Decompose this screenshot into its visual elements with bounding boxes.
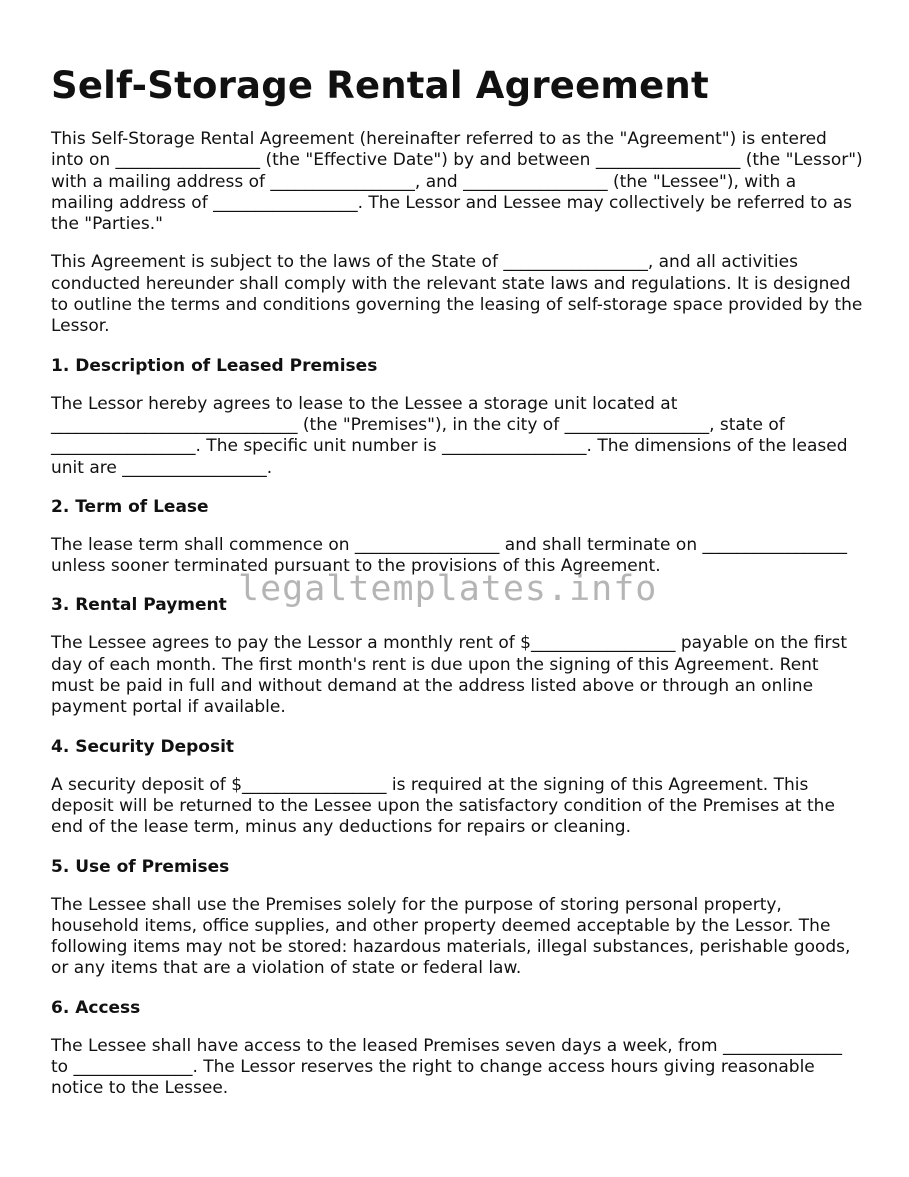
section-body-access: The Lessee shall have access to the leased Premises seven days a week, from ______________ to ______________. The Lessor reserves the right to change access hours giving reasonable notice to the Lessee. — [51, 1035, 842, 1099]
watermark: legaltemplates.info — [238, 569, 658, 609]
intro-paragraph-governing-law: This Agreement is subject to the laws of the State of _________________, and all activities conducted hereunder shall comply with the relevant state laws and regulations. It is designed to outline the terms and conditions governing the leasing of self-storage space provided by the Lessor. — [51, 252, 863, 337]
intro-paragraph-parties: This Self-Storage Rental Agreement (hereinafter referred to as the "Agreement") is entered into on _________________ (the "Effective Date") by and between _________________ (the "Lessor") with a mailing address of _________________, and _________________ (the "Lessee"), with a mailing address of _________________. The Lessor and Lessee may collectively be referred to as the "Parties." — [51, 129, 863, 235]
section-body-use-of-premises: The Lessee shall use the Premises solely for the purpose of storing personal property, household items, office supplies, and other property deemed acceptable by the Lessor. The following items may not be stored: hazardous materials, illegal substances, perishable goods, or any items that are a violation of state or federal law. — [51, 894, 851, 979]
document-title: Self-Storage Rental Agreement — [51, 64, 709, 107]
section-body-description: The Lessor hereby agrees to lease to the Lessee a storage unit located at _____________________________ (the "Premises"), in the city of _________________, state of _________________. The specific unit number is _________________. The dimensions of the leased unit are _________________. — [51, 393, 848, 478]
section-body-rental-payment: The Lessee agrees to pay the Lessor a monthly rent of $_________________ payable on the first day of each month. The first month's rent is due upon the signing of this Agreement. Rent must be paid in full and without demand at the address listed above or through an online payment portal if available. — [51, 633, 848, 718]
section-heading-use-of-premises: 5. Use of Premises — [51, 856, 230, 877]
section-body-term: The lease term shall commence on _________________ and shall terminate on _________________ unless sooner terminated pursuant to the provisions of this Agreement. — [51, 534, 847, 577]
section-heading-rental-payment: 3. Rental Payment — [51, 595, 227, 616]
section-body-security-deposit: A security deposit of $_________________ is required at the signing of this Agreement. This deposit will be returned to the Lessee upon the satisfactory condition of the Premises at the end of the lease term, minus any deductions for repairs or cleaning. — [51, 774, 835, 838]
section-heading-term: 2. Term of Lease — [51, 496, 209, 517]
section-heading-security-deposit: 4. Security Deposit — [51, 736, 235, 757]
document-page — [51, 60, 863, 1117]
section-heading-access: 6. Access — [51, 997, 141, 1018]
section-heading-description: 1. Description of Leased Premises — [51, 355, 378, 376]
